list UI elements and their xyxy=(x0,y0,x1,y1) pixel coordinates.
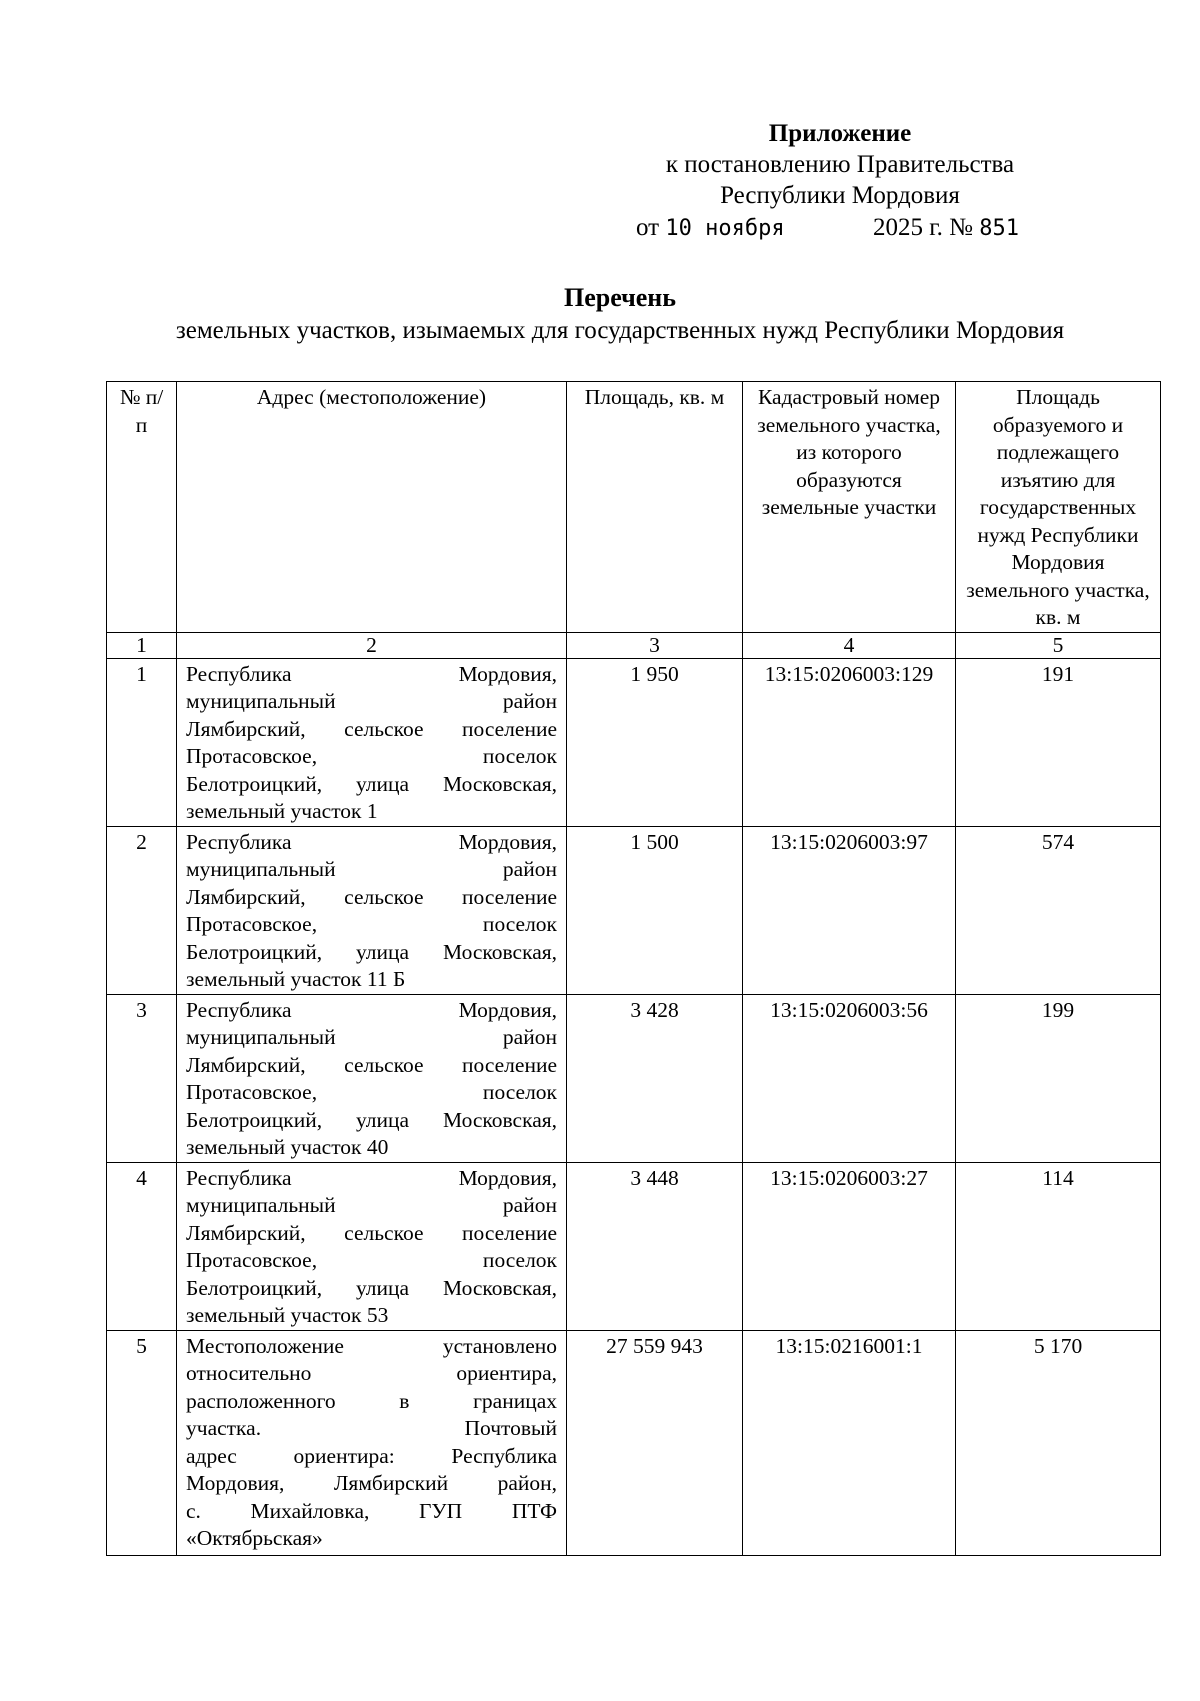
table-row xyxy=(107,826,1161,994)
appendix-number xyxy=(873,212,1019,244)
parcels-table xyxy=(106,381,1161,1556)
cell-area: 1 500 xyxy=(567,826,743,994)
address-line: адрес ориентира: Республика xyxy=(186,1443,557,1468)
table-row xyxy=(107,994,1161,1162)
column-number: 2 xyxy=(177,632,567,658)
cell-address xyxy=(177,994,567,1162)
table-row xyxy=(107,1330,1161,1555)
cell-number: 2 xyxy=(107,826,177,994)
cell-seized-area: 5 170 xyxy=(956,1330,1161,1555)
address-line: Республика Мордовия, xyxy=(186,997,557,1022)
address-line: Белотроицкий, улица Московская, xyxy=(186,1275,557,1300)
address-line: Лямбирский, сельское поселение xyxy=(186,884,557,909)
address-line: муниципальный район xyxy=(186,1193,557,1217)
document-title: Перечень xyxy=(563,283,677,312)
cell-cadastral: 13:15:0216001:1 xyxy=(743,1330,956,1555)
cell-number: 3 xyxy=(107,994,177,1162)
address-line: Протасовское, поселок xyxy=(186,744,557,768)
table-header-row xyxy=(107,382,1161,633)
cell-cadastral: 13:15:0206003:56 xyxy=(743,994,956,1162)
column-numbers-row xyxy=(107,632,1161,658)
column-number: 5 xyxy=(956,632,1161,658)
cell-seized-area: 191 xyxy=(956,658,1161,826)
cell-address xyxy=(177,658,567,826)
address-line: Протасовское, поселок xyxy=(186,1248,557,1272)
document-subtitle: земельных участков, изымаемых для государственных нужд Республики Мордовия xyxy=(175,317,1065,344)
cell-address xyxy=(177,826,567,994)
address-line: Белотроицкий, улица Московская, xyxy=(186,1107,557,1132)
date-day-month: 10 ноября xyxy=(665,216,785,241)
address-line: Лямбирский, сельское поселение xyxy=(186,1052,557,1077)
header-cadastral: Кадастровый номер земельного участка, из которого образуются земельные участки xyxy=(743,382,956,633)
address-line: Лямбирский, сельское поселение xyxy=(186,1220,557,1245)
address-line: Республика Мордовия, xyxy=(186,1165,557,1190)
document-title-block xyxy=(100,282,1140,347)
address-line: относительно ориентира, xyxy=(186,1361,557,1385)
address-line: с. Михайловка, ГУП ПТФ xyxy=(186,1498,557,1523)
address-line: земельный участок 53 xyxy=(186,1303,389,1327)
address-line: Протасовское, поселок xyxy=(186,912,557,936)
cell-area: 27 559 943 xyxy=(567,1330,743,1555)
cell-number: 4 xyxy=(107,1162,177,1330)
cell-seized-area: 574 xyxy=(956,826,1161,994)
address-line: Республика Мордовия, xyxy=(186,661,557,686)
address-line: земельный участок 40 xyxy=(186,1135,389,1159)
cell-area: 3 428 xyxy=(567,994,743,1162)
appendix-date xyxy=(636,212,785,244)
appendix-heading: Приложение xyxy=(768,120,912,147)
cell-seized-area: 199 xyxy=(956,994,1161,1162)
appendix-header xyxy=(560,118,1120,243)
cell-address xyxy=(177,1162,567,1330)
table-row xyxy=(107,658,1161,826)
appendix-line-1: к постановлению Правительства xyxy=(665,151,1015,178)
cell-area: 1 950 xyxy=(567,658,743,826)
column-number: 3 xyxy=(567,632,743,658)
date-prefix: от xyxy=(636,214,660,241)
table-row xyxy=(107,1162,1161,1330)
cell-cadastral: 13:15:0206003:129 xyxy=(743,658,956,826)
address-line: участка. Почтовый xyxy=(186,1416,557,1440)
cell-number: 5 xyxy=(107,1330,177,1555)
address-line: муниципальный район xyxy=(186,689,557,713)
address-line: Мордовия, Лямбирский район, xyxy=(186,1471,557,1495)
address-line: расположенного в границах xyxy=(186,1388,557,1413)
address-line: «Октябрьская» xyxy=(186,1526,323,1550)
column-number: 1 xyxy=(107,632,177,658)
document-number: 851 xyxy=(979,216,1020,241)
header-address: Адрес (местоположение) xyxy=(177,382,567,633)
cell-cadastral: 13:15:0206003:97 xyxy=(743,826,956,994)
address-line: Местоположение установлено xyxy=(186,1333,557,1358)
address-line: Лямбирский, сельское поселение xyxy=(186,716,557,741)
cell-cadastral: 13:15:0206003:27 xyxy=(743,1162,956,1330)
appendix-date-line xyxy=(560,212,1120,243)
address-line: Белотроицкий, улица Московская, xyxy=(186,771,557,796)
address-line: муниципальный район xyxy=(186,857,557,881)
address-line: муниципальный район xyxy=(186,1025,557,1049)
address-line: Белотроицкий, улица Московская, xyxy=(186,939,557,964)
address-line: Протасовское, поселок xyxy=(186,1080,557,1104)
cell-address xyxy=(177,1330,567,1555)
cell-seized-area: 114 xyxy=(956,1162,1161,1330)
header-area: Площадь, кв. м xyxy=(567,382,743,633)
address-line: земельный участок 1 xyxy=(186,799,378,823)
cell-area: 3 448 xyxy=(567,1162,743,1330)
column-number: 4 xyxy=(743,632,956,658)
appendix-line-2: Республики Мордовия xyxy=(720,182,960,209)
address-line: земельный участок 11 Б xyxy=(186,967,406,991)
address-line: Республика Мордовия, xyxy=(186,829,557,854)
header-seized-area: Площадь образуемого и подлежащего изъятию для государственных нужд Республики Мордовия земельного участка, кв. м xyxy=(956,382,1161,633)
cell-number: 1 xyxy=(107,658,177,826)
date-year: 2025 г. № xyxy=(873,214,974,241)
header-number: № п/п xyxy=(107,382,177,633)
